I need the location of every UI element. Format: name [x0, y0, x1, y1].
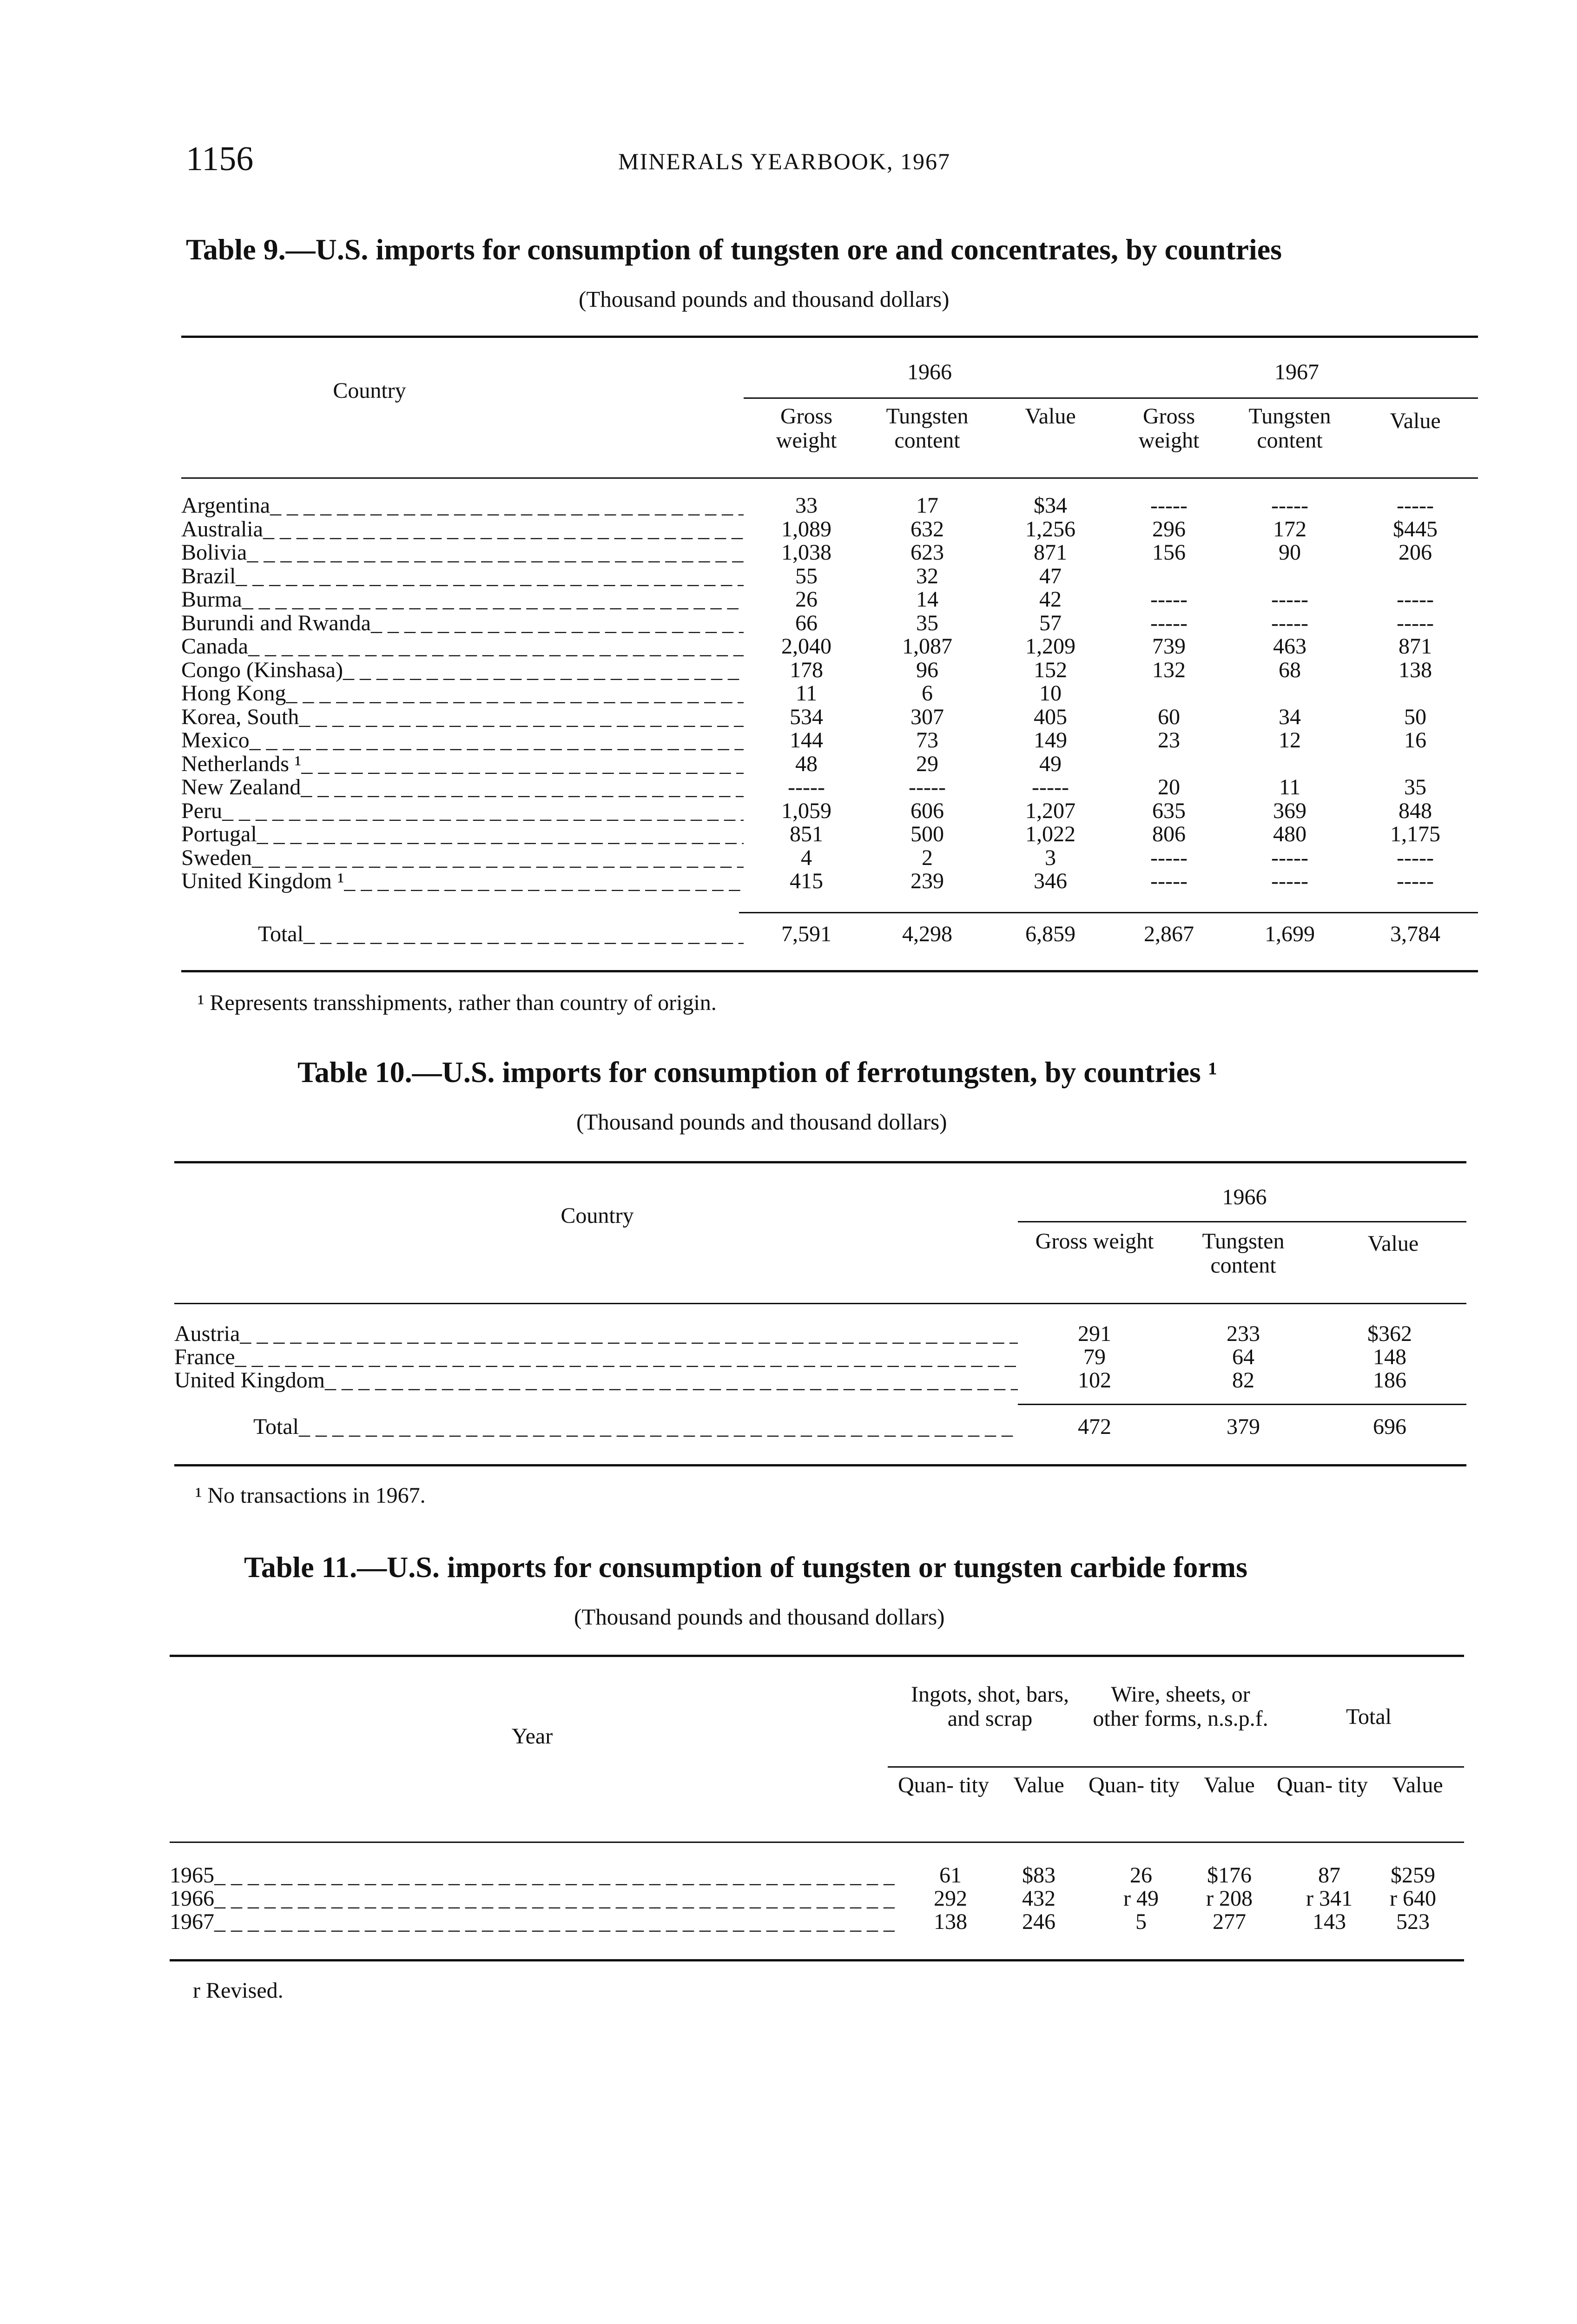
table-row-country: France _ _ _ — [174, 1346, 1018, 1369]
table-cell: 2,040 — [781, 634, 831, 659]
table-cell: 405 — [1034, 705, 1067, 729]
table-cell: 3 — [1045, 845, 1056, 870]
table-cell: 1,022 — [1025, 822, 1076, 846]
table-cell: 64 — [1232, 1345, 1254, 1369]
table11-top-rule — [170, 1655, 1464, 1657]
table9-h-gross-1966: Gross weight — [776, 404, 837, 453]
table-cell: 186 — [1373, 1368, 1406, 1393]
table-cell: 606 — [911, 799, 944, 823]
table9-h-gross-1967: Gross weight — [1138, 404, 1200, 453]
table-cell: 61 — [939, 1863, 962, 1888]
table-cell: ----- — [1150, 493, 1188, 518]
table9-h-value-1966: Value — [1025, 404, 1076, 429]
table-row-country: United Kingdom _ _ _ — [174, 1369, 1018, 1392]
total-cell: 3,784 — [1390, 922, 1440, 946]
table-cell: 26 — [1130, 1863, 1152, 1888]
table-cell: 29 — [916, 752, 938, 776]
table-cell: r 640 — [1390, 1886, 1436, 1911]
table-row-country: Mexico _ _ _ — [181, 729, 744, 752]
table-cell: $362 — [1367, 1321, 1412, 1346]
table-cell: 534 — [790, 705, 823, 729]
table-row-country: New Zealand _ _ _ — [181, 776, 744, 799]
table-cell: 148 — [1373, 1345, 1406, 1369]
table-cell: 34 — [1279, 705, 1301, 729]
table-row-country: Burma _ _ _ — [181, 588, 744, 611]
table-cell: 16 — [1404, 728, 1426, 753]
table9-col-country: Country — [333, 378, 406, 403]
table-cell: ----- — [1150, 869, 1188, 893]
table10-footnote: ¹ No transactions in 1967. — [195, 1483, 426, 1508]
table-cell: ----- — [1150, 587, 1188, 612]
table-cell: 152 — [1034, 658, 1067, 682]
table-cell: 138 — [934, 1909, 967, 1934]
table-cell: 156 — [1152, 540, 1186, 565]
table-cell: 1,087 — [902, 634, 952, 659]
table-cell: 178 — [790, 658, 823, 682]
table-cell: 523 — [1396, 1909, 1430, 1934]
table-cell: $176 — [1207, 1863, 1252, 1888]
table-cell: 296 — [1152, 517, 1186, 541]
table11-header-rule — [170, 1842, 1464, 1843]
table-cell: ----- — [1271, 845, 1308, 870]
table-cell: 35 — [1404, 775, 1426, 799]
table-cell: 48 — [795, 752, 818, 776]
table-row-country: Brazil _ _ _ — [181, 565, 744, 588]
table-row-country: Korea, South _ _ _ — [181, 706, 744, 729]
table-cell: 1,038 — [781, 540, 831, 565]
table-row-year: 1966 _ _ _ — [170, 1887, 895, 1910]
table10-bottom-rule — [174, 1464, 1466, 1466]
table-cell: 6 — [922, 681, 933, 706]
table9-year-1967: 1967 — [1274, 360, 1319, 384]
table-cell: 346 — [1034, 869, 1067, 893]
table-cell: 292 — [934, 1886, 967, 1911]
table-cell: ----- — [1032, 775, 1069, 799]
table9-year-1966: 1966 — [907, 360, 952, 384]
table-cell: 739 — [1152, 634, 1186, 659]
total-cell: 1,699 — [1265, 922, 1315, 946]
table-cell: 55 — [795, 564, 818, 588]
table10-h-gross: Gross weight — [1035, 1229, 1154, 1254]
total-cell: 7,591 — [781, 922, 831, 946]
table11-group-ingots: Ingots, shot, bars, and scrap — [911, 1682, 1069, 1731]
table-cell: 68 — [1279, 658, 1301, 682]
table-cell: ----- — [1271, 587, 1308, 612]
table11-h-value-1: Value — [1013, 1773, 1064, 1797]
table10-subtitle: (Thousand pounds and thousand dollars) — [576, 1109, 947, 1135]
table-cell: 82 — [1232, 1368, 1254, 1393]
table-cell: 143 — [1313, 1909, 1346, 1934]
table10-top-rule — [174, 1161, 1466, 1163]
total-cell: 2,867 — [1144, 922, 1194, 946]
table-cell: $259 — [1391, 1863, 1435, 1888]
table-cell: 1,207 — [1025, 799, 1076, 823]
table-cell: 47 — [1039, 564, 1062, 588]
table-cell: 2 — [922, 845, 933, 870]
table11-col-year: Year — [511, 1724, 553, 1749]
table-cell: 1,256 — [1025, 517, 1076, 541]
table-cell: 1,089 — [781, 517, 831, 541]
table-cell: 480 — [1273, 822, 1306, 846]
table-cell: ----- — [1150, 611, 1188, 635]
table9-footnote: ¹ Represents transshipments, rather than country of origin. — [198, 990, 717, 1015]
table-cell: 246 — [1022, 1909, 1056, 1934]
table-cell: ----- — [1271, 493, 1308, 518]
table-cell: 90 — [1279, 540, 1301, 565]
table-cell: ----- — [1397, 869, 1434, 893]
table9-top-rule — [181, 336, 1478, 338]
table-cell: 851 — [790, 822, 823, 846]
table-row-country: Sweden _ _ _ — [181, 846, 744, 870]
table-cell: 632 — [911, 517, 944, 541]
table10-total-rule — [1018, 1404, 1466, 1405]
total-label: Total _ _ _ — [258, 923, 744, 946]
table-row-country: Congo (Kinshasa) _ _ _ — [181, 659, 744, 682]
table-row-country: Peru _ _ _ — [181, 799, 744, 823]
table10-year-1966: 1966 — [1222, 1185, 1267, 1209]
table-row-country: Portugal _ _ _ — [181, 823, 744, 846]
table-cell: 12 — [1279, 728, 1301, 753]
table-cell: 23 — [1158, 728, 1180, 753]
table-cell: 14 — [916, 587, 938, 612]
table-row-year: 1967 _ _ _ — [170, 1910, 895, 1934]
table-cell: ----- — [788, 775, 825, 799]
page-number: 1156 — [186, 140, 254, 178]
table-cell: r 341 — [1306, 1886, 1353, 1911]
table10-h-value: Value — [1367, 1231, 1419, 1256]
table11-h-qty-3: Quan- tity — [1277, 1773, 1368, 1797]
table-cell: 79 — [1083, 1345, 1106, 1369]
table9-h-tung-1966: Tungsten content — [886, 404, 969, 453]
table-cell: 369 — [1273, 799, 1306, 823]
table-cell: ----- — [1397, 611, 1434, 635]
table-cell: r 208 — [1206, 1886, 1253, 1911]
table10-year-rule — [1018, 1221, 1466, 1222]
table-row-country: Burundi and Rwanda _ _ _ — [181, 612, 744, 635]
table11-group-rule — [888, 1766, 1464, 1768]
table-cell: 500 — [911, 822, 944, 846]
table-cell: 871 — [1399, 634, 1432, 659]
table-row-country: Argentina _ _ _ — [181, 494, 744, 517]
table11-subtitle: (Thousand pounds and thousand dollars) — [574, 1604, 945, 1630]
table10-col-country: Country — [561, 1203, 634, 1228]
table11-title: Table 11.—U.S. imports for consumption of tungsten or tungsten carbide forms — [244, 1551, 1247, 1584]
table-cell: 60 — [1158, 705, 1180, 729]
table-cell: 138 — [1399, 658, 1432, 682]
table11-group-wire: Wire, sheets, or other forms, n.s.p.f. — [1093, 1682, 1268, 1731]
table-cell: 806 — [1152, 822, 1186, 846]
table-cell: 57 — [1039, 611, 1062, 635]
table11-h-value-3: Value — [1392, 1773, 1443, 1797]
table-cell: 87 — [1318, 1863, 1340, 1888]
table-cell: 172 — [1273, 517, 1306, 541]
table-cell: 871 — [1034, 540, 1067, 565]
table-row-country: Austria _ _ _ — [174, 1322, 1018, 1346]
table-cell: 42 — [1039, 587, 1062, 612]
total-cell: 472 — [1078, 1414, 1111, 1439]
table-cell: 149 — [1034, 728, 1067, 753]
total-label: Total _ _ _ — [253, 1415, 1018, 1439]
table-cell: r 49 — [1123, 1886, 1159, 1911]
table-cell: 144 — [790, 728, 823, 753]
table10-header-rule — [174, 1303, 1466, 1304]
table9-year-rule — [744, 397, 1478, 399]
table10-h-tung: Tungsten content — [1202, 1229, 1285, 1278]
running-title: MINERALS YEARBOOK, 1967 — [618, 148, 950, 174]
table-cell: 26 — [795, 587, 818, 612]
table-cell: $34 — [1034, 493, 1067, 518]
table11-bottom-rule — [170, 1959, 1464, 1961]
table9-title: Table 9.—U.S. imports for consumption of tungsten ore and concentrates, by countries — [186, 233, 1282, 266]
table-cell: 11 — [1279, 775, 1301, 799]
table-cell: 415 — [790, 869, 823, 893]
table-cell: 1,059 — [781, 799, 831, 823]
total-cell: 6,859 — [1025, 922, 1076, 946]
table-cell: 635 — [1152, 799, 1186, 823]
table9-h-value-1967: Value — [1390, 409, 1441, 433]
table-cell: ----- — [1150, 845, 1188, 870]
table-cell: 35 — [916, 611, 938, 635]
table-cell: 96 — [916, 658, 938, 682]
table-cell: 33 — [795, 493, 818, 518]
table-cell: ----- — [909, 775, 946, 799]
table-cell: 291 — [1078, 1321, 1111, 1346]
table-cell: 4 — [801, 845, 812, 870]
table-cell: 463 — [1273, 634, 1306, 659]
table-row-country: United Kingdom ¹ _ _ _ — [181, 870, 744, 893]
table11-h-value-2: Value — [1204, 1773, 1255, 1797]
table-row-year: 1965 _ _ _ — [170, 1864, 895, 1887]
table-cell: 277 — [1213, 1909, 1246, 1934]
table-cell: 66 — [795, 611, 818, 635]
table-cell: 73 — [916, 728, 938, 753]
table-row-country: Netherlands ¹ _ _ _ — [181, 753, 744, 776]
table-cell: ----- — [1397, 845, 1434, 870]
table-cell: ----- — [1271, 869, 1308, 893]
table9-header-rule — [181, 477, 1478, 479]
table-row-country: Hong Kong _ _ _ — [181, 682, 744, 705]
table-cell: 233 — [1227, 1321, 1260, 1346]
table-cell: 102 — [1078, 1368, 1111, 1393]
table-cell: 623 — [911, 540, 944, 565]
table-cell: ----- — [1397, 587, 1434, 612]
table-cell: ----- — [1397, 493, 1434, 518]
table-cell: 49 — [1039, 752, 1062, 776]
total-cell: 4,298 — [902, 922, 952, 946]
table11-h-qty-1: Quan- tity — [898, 1773, 989, 1797]
table-cell: 1,209 — [1025, 634, 1076, 659]
table-row-country: Australia _ _ _ — [181, 518, 744, 541]
table10-title: Table 10.—U.S. imports for consumption of ferrotungsten, by countries ¹ — [297, 1056, 1217, 1089]
table-cell: 848 — [1399, 799, 1432, 823]
table-row-country: Bolivia _ _ _ — [181, 541, 744, 564]
table11-footnote: r Revised. — [193, 1978, 284, 2003]
table-cell: 307 — [911, 705, 944, 729]
table-cell: 239 — [911, 869, 944, 893]
total-cell: 379 — [1227, 1414, 1260, 1439]
table11-group-total: Total — [1346, 1704, 1392, 1729]
table9-h-tung-1967: Tungsten content — [1248, 404, 1331, 453]
table9-subtitle: (Thousand pounds and thousand dollars) — [579, 286, 950, 312]
total-cell: 696 — [1373, 1414, 1406, 1439]
table9-bottom-rule — [181, 970, 1478, 972]
table-row-country: Canada _ _ _ — [181, 635, 744, 658]
table-cell: 1,175 — [1390, 822, 1440, 846]
table-cell: ----- — [1271, 611, 1308, 635]
table-cell: 432 — [1022, 1886, 1056, 1911]
table-cell: 32 — [916, 564, 938, 588]
table-cell: 20 — [1158, 775, 1180, 799]
table-cell: 206 — [1399, 540, 1432, 565]
table9-total-rule — [739, 912, 1478, 913]
table-cell: $83 — [1022, 1863, 1056, 1888]
table-cell: 50 — [1404, 705, 1426, 729]
table-cell: 11 — [795, 681, 818, 706]
table-cell: 132 — [1152, 658, 1186, 682]
table-cell: 5 — [1135, 1909, 1147, 1934]
table-cell: $445 — [1393, 517, 1438, 541]
table-cell: 17 — [916, 493, 938, 518]
table-cell: 10 — [1039, 681, 1062, 706]
table11-h-qty-2: Quan- tity — [1089, 1773, 1180, 1797]
